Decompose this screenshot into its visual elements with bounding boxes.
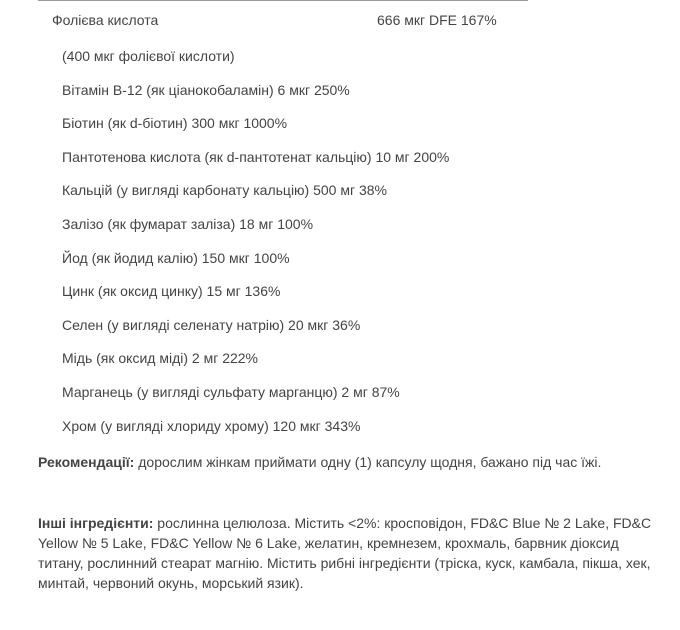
table-row: (400 мкг фолієвої кислоти) (62, 48, 235, 64)
table-row: Пантотенова кислота (як d-пантотенат кальцію) 10 мг 200% (62, 148, 450, 165)
recommendations-text: дорослим жінкам приймати одну (1) капсулу щодня, бажано під час їжі. (134, 454, 602, 470)
table-row: Йод (як йодид калію) 150 мкг 100% (62, 249, 290, 266)
ingredients-text: рослинна целюлоза. Містить <2%: кросповідон, FD&C Blue № 2 Lake, FD&C Yellow № 5 Lake, FD&C Yellow № 6 Lake, желатин, кремнезем, крохмаль, барвник діоксид титану, рослинний стеарат магнію. Містить рибні інгредієнти (тріска, куск, камбала, пікша, хек, минтай, червоний окунь, морський язик). (38, 515, 652, 591)
table-row: Біотин (як d-біотин) 300 мкг 1000% (62, 115, 288, 132)
table-row: Марганець (у вигляді сульфату марганцю) 2 мг 87% (62, 383, 400, 400)
table-row: Селен (у вигляді селенату натрію) 20 мкг 36% (62, 316, 361, 333)
table-row: Вітамін B-12 (як ціанокобаламін) 6 мкг 250% (62, 81, 350, 98)
supplement-facts-table (38, 0, 538, 443)
table-row: Хром (у вигляді хлориду хрому) 120 мкг 343% (62, 417, 361, 434)
other-ingredients-paragraph (38, 513, 658, 593)
nutrient-name: Фолієва кислота (52, 12, 159, 28)
recommendations-paragraph (38, 452, 658, 472)
table-row-folic-acid (38, 0, 538, 40)
table-row: Мідь (як оксид міді) 2 мг 222% (62, 350, 258, 367)
recommendations-label: Рекомендації: (38, 454, 135, 470)
table-row: Залізо (як фумарат заліза) 18 мг 100% (62, 215, 314, 232)
table-row: Цинк (як оксид цинку) 15 мг 136% (62, 283, 281, 300)
ingredients-label: Інші інгредієнти: (38, 515, 154, 531)
nutrient-amount: 666 мкг DFE 167% (377, 12, 497, 28)
table-row: Кальцій (у вигляді карбонату кальцію) 500 мг 38% (62, 182, 388, 199)
